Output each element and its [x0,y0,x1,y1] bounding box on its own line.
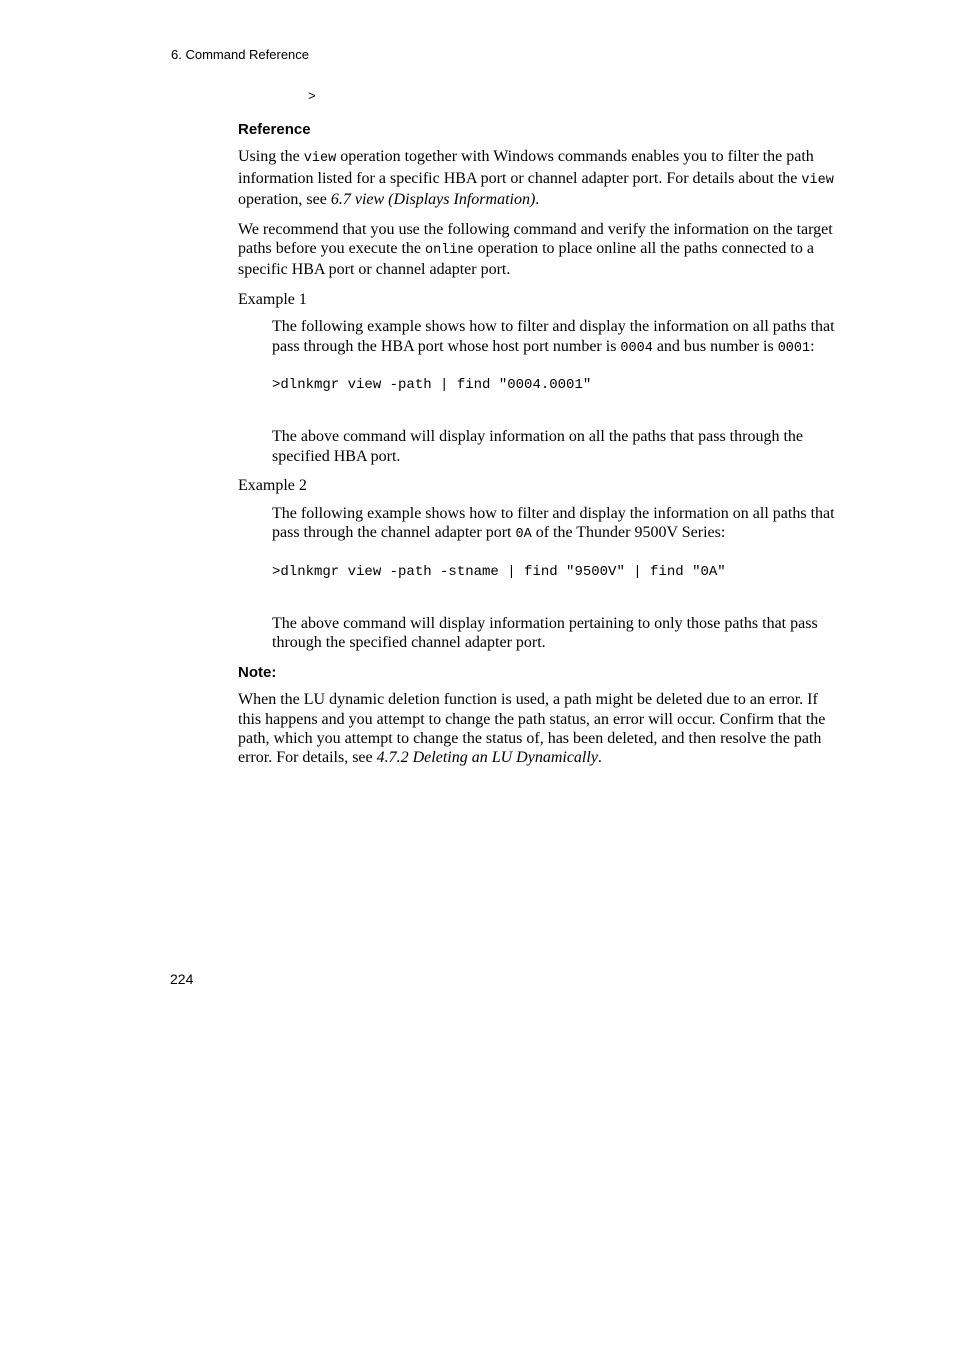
inline-code-adapter-port: 0A [515,527,532,543]
inline-code-online: online [425,243,474,259]
reference-paragraph-1: Using the view operation together with Windows commands enables you to filter the path information listed for a specific HBA port or channel adapter port. For details about the view operation, see 6.7 view (Displays Information). [238,148,834,209]
inline-code-bus: 0001 [777,340,811,356]
running-header: 6. Command Reference [171,47,310,62]
example-1-command: >dlnkmgr view -path | find "0004.0001" [272,377,592,394]
inline-code-port: 0004 [620,340,653,356]
example-2-result: The above command will display information pertaining to only those paths that pass through the specified channel adapter port. [272,614,818,652]
inline-code-view: view [801,172,834,188]
cross-reference-link[interactable]: 6.7 view (Displays Information) [330,191,536,209]
example-2-label: Example 2 [238,477,307,495]
example-2-command: >dlnkmgr view -path -stname | find "9500V" | find "0A" [272,563,726,580]
example-1-label: Example 1 [238,290,307,308]
command-prompt-fragment: > [308,89,316,104]
note-heading: Note: [238,663,277,681]
page-content [238,120,843,778]
note-paragraph: When the LU dynamic deletion function is used, a path might be deleted due to an error. If this happens and you attempt to change the path status, an error will occur. Confirm that the path, which you attempt to change the status of, has been deleted, and then resolve the path error. For details, see 4.7.2 Deleting an LU Dynamically. [238,691,826,767]
inline-code-view: view [303,151,337,167]
cross-reference-link[interactable]: 4.7.2 Deleting an LU Dynamically [376,749,598,767]
reference-heading: Reference [238,121,311,138]
example-1-intro: The following example shows how to filter and display the information on all paths that pass through the HBA port whose host port number is 0004 and bus number is 0001: [272,318,835,356]
example-1-result: The above command will display information on all the paths that pass through the specified HBA port. [272,428,803,465]
example-2-intro: The following example shows how to filter and display the information on all paths that pass through the channel adapter port 0A of the Thunder 9500V Series: [272,504,835,543]
page-number: 224 [170,971,194,987]
reference-paragraph-2: We recommend that you use the following command and verify the information on the target paths before you execute the online operation to place online all the paths connected to a specific HBA port or channel adapter port. [238,220,833,279]
